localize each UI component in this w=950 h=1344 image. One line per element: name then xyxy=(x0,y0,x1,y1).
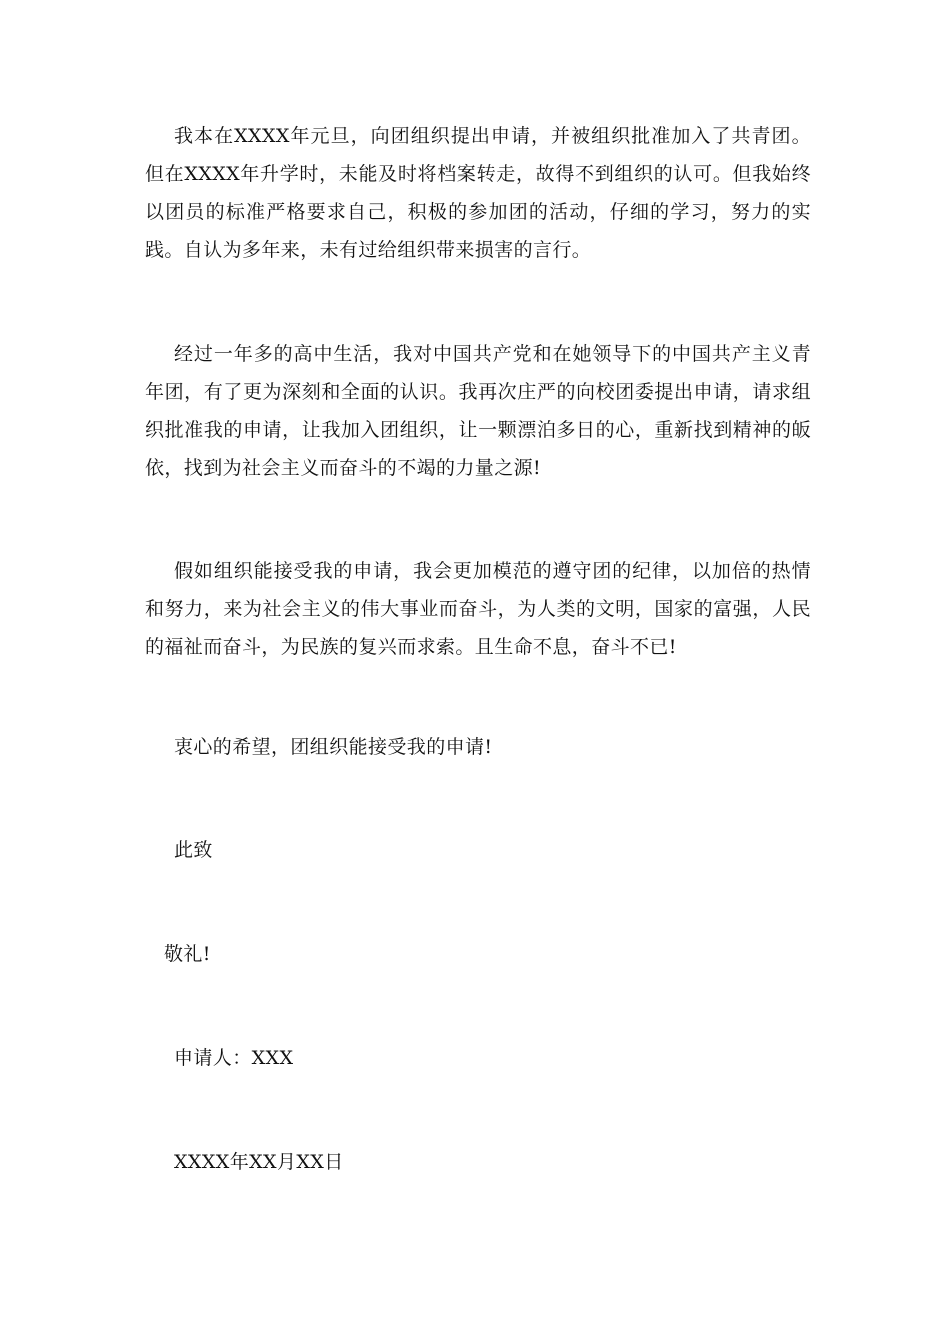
body-paragraph-1: 我本在XXXX年元旦，向团组织提出申请，并被组织批准加入了共青团。但在XXXX年升学时，未能及时将档案转走，故得不到组织的认可。但我始终以团员的标准严格要求自己，积极的参加团的活动，仔细的学习，努力的实践。自认为多年来，未有过给组织带来损害的言行。 xyxy=(145,125,811,261)
closing-wish: 衷心的希望，团组织能接受我的申请! xyxy=(174,736,493,758)
applicant-signature: 申请人：XXX xyxy=(174,1047,294,1069)
date-line: XXXX年XX月XX日 xyxy=(174,1151,344,1173)
salute: 敬礼! xyxy=(164,943,211,965)
greeting: 此致 xyxy=(174,839,213,861)
body-paragraph-2: 经过一年多的高中生活，我对中国共产党和在她领导下的中国共产主义青年团，有了更为深刻和全面的认识。我再次庄严的向校团委提出申请，请求组织批准我的申请，让我加入团组织，让一颗漂泊多日的心，重新找到精神的皈依，找到为社会主义而奋斗的不竭的力量之源! xyxy=(145,343,811,479)
body-paragraph-3: 假如组织能接受我的申请，我会更加模范的遵守团的纪律，以加倍的热情和努力，来为社会主义的伟大事业而奋斗，为人类的文明，国家的富强，人民的福祉而奋斗，为民族的复兴而求索。且生命不息，奋斗不已! xyxy=(145,560,811,658)
